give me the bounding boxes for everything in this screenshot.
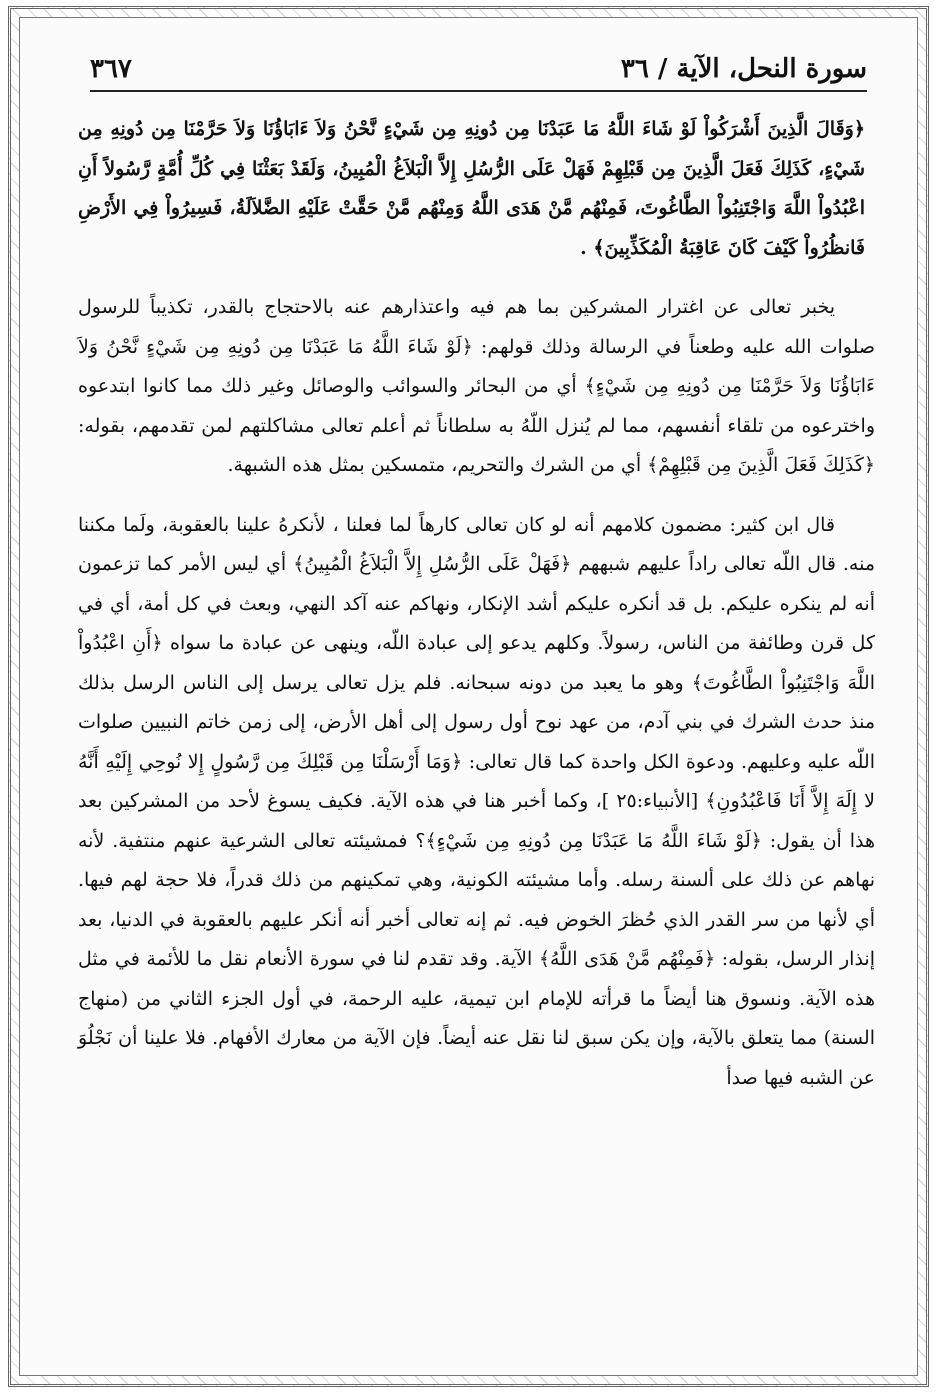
page-body [78, 110, 875, 1354]
page-number: ٣٦٧ [90, 54, 132, 84]
surah-title: سورة النحل، الآية / ٣٦ [620, 54, 867, 84]
quran-verse: ﴿وَقَالَ الَّذِينَ أَشْرَكُواْ لَوْ شَاءَ اللَّهُ مَا عَبَدْنَا مِن دُونِهِ مِن شَيْءٍ نَّحْنُ وَلاَ ءَابَاؤُنَا وَلاَ حَرَّمْنَا مِن دُونِهِ مِن شَيْءٍ، كَذَلِكَ فَعَلَ الَّذِينَ مِن قَبْلِهِمْ فَهَلْ عَلَى الرُّسُلِ إِلاَّ الْبَلاَغُ الْمُبِينُ، وَلَقَدْ بَعَثْنَا فِي كُلِّ أُمَّةٍ رَّسُولاً أَنِ اعْبُدُواْ اللَّهَ وَاجْتَنِبُواْ الطَّاغُوتَ، فَمِنْهُم مَّنْ هَدَى اللَّهُ وَمِنْهُم مَّنْ حَقَّتْ عَلَيْهِ الضَّلاَلَةُ، فَسِيرُواْ فِي الأَرْضِ فَانظُرُواْ كَيْفَ كَانَ عَاقِبَةُ الْمُكَذِّبِينَ﴾ . [78, 118, 865, 259]
page-header [90, 46, 867, 92]
commentary-paragraph-2: قال ابن كثير: مضمون كلامهم أنه لو كان تعالى كارهاً لما فعلنا ، لأنكرهُ علينا بالعقوبة، ولَما مكننا منه. قال اللّه تعالى راداً عليهم شبههم ﴿فَهَلْ عَلَى الرُّسُلِ إِلاَّ الْبَلاَغُ الْمُبِينُ﴾ أي ليس الأمر كما تزعمون أنه لم ينكره عليكم. بل قد أنكره عليكم أشد الإنكار، ونهاكم عنه آكد النهي، وبعث في كل أمة، أي في كل قرن وطائفة من الناس، رسولاً. وكلهم يدعو إلى عبادة اللّه، وينهى عن عبادة ما سواه ﴿أَنِ اعْبُدُواْ اللَّهَ وَاجْتَنِبُواْ الطَّاغُوتَ﴾ وهو ما يعبد من دونه سبحانه. فلم يزل تعالى يرسل إلى الناس الرسل بذلك منذ حدث الشرك في بني آدم، من عهد نوح أول رسول إلى أهل الأرض، إلى زمن خاتم النبيين صلوات اللّه عليه وعليهم. ودعوة الكل واحدة كما قال تعالى: ﴿وَمَا أَرْسَلْنَا مِن قَبْلِكَ مِن رَّسُولٍ إِلا نُوحِي إِلَيْهِ أَنَّهُ لا إِلَهَ إِلاَّ أَنَا فَاعْبُدُونِ﴾ [الأنبياء:٢٥ ]، وكما أخبر هنا في هذه الآية. فكيف يسوغ لأحد من المشركين بعد هذا أن يقول: ﴿لَوْ شَاءَ اللَّهُ مَا عَبَدْنَا مِن دُونِهِ مِن شَيْءٍ﴾؟ فمشيئته تعالى الشرعية عنهم منتفية. لأنه نهاهم عن ذلك على ألسنة رسله. وأما مشيئته الكونية، وهي تمكينهم من ذلك قدراً، فلا حجة لهم فيها. أي لأنها من سر القدر الذي حُظرَ الخوض فيه. ثم إنه تعالى أخبر أنه أنكر عليهم بالعقوبة في الدنيا، بعد إنذار الرسل، بقوله: ﴿فَمِنْهُم مَّنْ هَدَى اللَّهُ﴾ الآية. وقد تقدم لنا في سورة الأنعام نقل ما للأئمة في مثل هذه الآية. ونسوق هنا أيضاً ما قرأته للإمام ابن تيمية، عليه الرحمة، في أول الجزء الثاني من (منهاج السنة) مما يتعلق بالآية، وإن يكن سبق لنا نقل عنه أيضاً. فإن الآية من معارك الأفهام. فلا علينا أن نَجْلُوَ عن الشبه فيها صدأ [78, 513, 875, 1089]
commentary-paragraph-1: يخبر تعالى عن اغترار المشركين بما هم فيه واعتذارهم عنه بالاحتجاج بالقدر، تكذيباً للرسول صلوات الله عليه وطعناً في الرسالة وذلك قولهم: ﴿لَوْ شَاءَ اللَّهُ مَا عَبَدْنَا مِن دُونِهِ مِن شَيْءٍ نَّحْنُ وَلاَ ءَابَاؤُنَا وَلاَ حَرَّمْنَا مِن دُونِهِ مِن شَيْءٍ﴾ أي من البحائر والسوائب والوصائل وغير ذلك مما كانوا ابتدعوه واخترعوه من تلقاء أنفسهم، مما لم يُنزل اللّهُ به سلطاناً ثم أعلم تعالى مشاكلتهم لمن تقدمهم، بقوله: ﴿كَذَلِكَ فَعَلَ الَّذِينَ مِن قَبْلِهِمْ﴾ أي من الشرك والتحريم، متمسكين بمثل هذه الشبهة. [78, 296, 875, 476]
